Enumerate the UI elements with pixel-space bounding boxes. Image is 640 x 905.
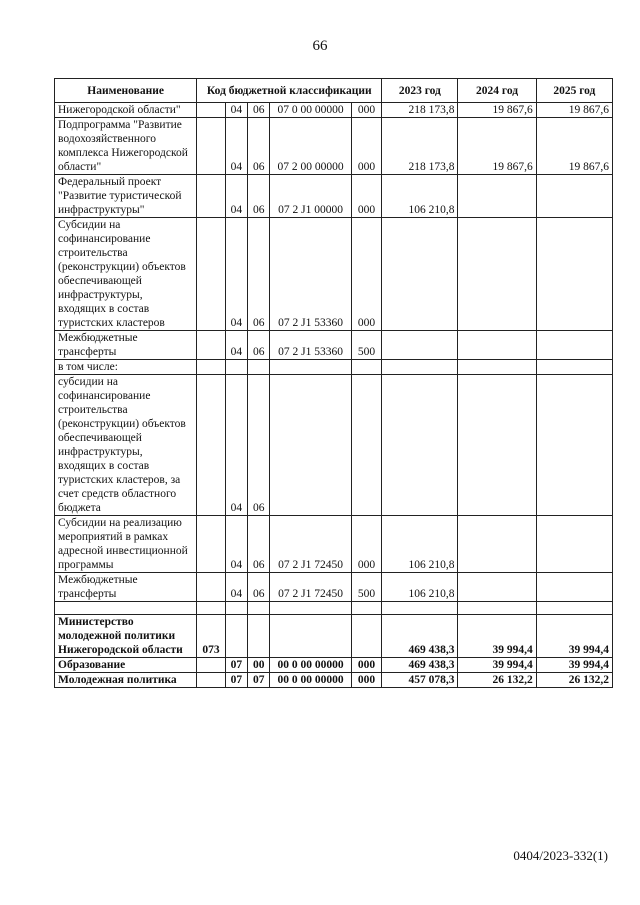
row-2023: 469 438,3 — [382, 615, 458, 658]
row-2023: 218 173,8 — [382, 103, 458, 118]
row-c3: 06 — [248, 175, 270, 218]
row-2025 — [536, 602, 612, 615]
row-c2: 04 — [225, 103, 247, 118]
row-2025 — [536, 375, 612, 516]
row-c5 — [351, 360, 381, 375]
row-c3: 06 — [248, 375, 270, 516]
row-c4: 00 0 00 00000 — [270, 673, 351, 688]
table-header-row — [55, 79, 613, 103]
row-2024 — [458, 175, 536, 218]
row-name: Образование — [55, 658, 197, 673]
row-c2: 04 — [225, 573, 247, 602]
row-2025: 39 994,4 — [536, 615, 612, 658]
row-c2: 07 — [225, 658, 247, 673]
row-2023: 106 210,8 — [382, 573, 458, 602]
table-row — [55, 118, 613, 175]
table-row-spacer — [55, 602, 613, 615]
table-row — [55, 175, 613, 218]
row-name: в том числе: — [55, 360, 197, 375]
row-c3: 06 — [248, 218, 270, 331]
row-name: Федеральный проект "Развитие туристической инфраструктуры" — [55, 175, 197, 218]
document-code: 0404/2023-332(1) — [513, 848, 608, 863]
row-c5: 000 — [351, 658, 381, 673]
row-c4: 07 2 J1 53360 — [270, 331, 351, 360]
row-c5: 000 — [351, 103, 381, 118]
row-c4: 07 0 00 00000 — [270, 103, 351, 118]
row-c1 — [197, 118, 225, 175]
row-2023 — [382, 218, 458, 331]
row-name: Подпрограмма "Развитие водохозяйственного комплекса Нижегородской области" — [55, 118, 197, 175]
row-2024: 19 867,6 — [458, 118, 536, 175]
row-c2: 04 — [225, 375, 247, 516]
row-2024: 19 867,6 — [458, 103, 536, 118]
row-c5 — [351, 602, 381, 615]
row-c1 — [197, 516, 225, 573]
header-2023: 2023 год — [382, 79, 458, 103]
row-2025 — [536, 218, 612, 331]
row-c2: 04 — [225, 175, 247, 218]
row-c5: 000 — [351, 118, 381, 175]
row-2023 — [382, 375, 458, 516]
row-c4: 00 0 00 00000 — [270, 658, 351, 673]
table-row — [55, 360, 613, 375]
row-c2: 04 — [225, 516, 247, 573]
row-c4 — [270, 375, 351, 516]
row-c2: 04 — [225, 118, 247, 175]
row-2024: 39 994,4 — [458, 658, 536, 673]
row-c2: 07 — [225, 673, 247, 688]
row-name: Субсидии на софинансирование строительства (реконструкции) объектов обеспечивающей инфраструктуры, входящих в состав туристских кластеров — [55, 218, 197, 331]
row-2025 — [536, 175, 612, 218]
row-2023: 457 078,3 — [382, 673, 458, 688]
table-row — [55, 331, 613, 360]
table-row — [55, 218, 613, 331]
row-c1 — [197, 602, 225, 615]
row-c4 — [270, 602, 351, 615]
row-c5 — [351, 615, 381, 658]
table-row — [55, 375, 613, 516]
row-c3 — [248, 360, 270, 375]
page-number: 66 — [312, 38, 328, 54]
row-c3: 06 — [248, 103, 270, 118]
row-c5: 000 — [351, 673, 381, 688]
header-2025: 2025 год — [536, 79, 612, 103]
row-2023 — [382, 360, 458, 375]
row-2023: 469 438,3 — [382, 658, 458, 673]
row-c4 — [270, 360, 351, 375]
row-c3: 06 — [248, 118, 270, 175]
row-c4: 07 2 J1 53360 — [270, 218, 351, 331]
row-c5: 500 — [351, 573, 381, 602]
row-c4: 07 2 J1 72450 — [270, 516, 351, 573]
table-row — [55, 615, 613, 658]
row-c3: 06 — [248, 331, 270, 360]
row-c1 — [197, 175, 225, 218]
row-name: Субсидии на реализацию мероприятий в рамках адресной инвестиционной программы — [55, 516, 197, 573]
row-2024 — [458, 331, 536, 360]
row-c2: 04 — [225, 218, 247, 331]
header-code: Код бюджетной классификации — [197, 79, 382, 103]
row-2023 — [382, 602, 458, 615]
row-name: Межбюджетные трансферты — [55, 331, 197, 360]
row-2025 — [536, 360, 612, 375]
row-c4: 07 2 J1 72450 — [270, 573, 351, 602]
row-c1 — [197, 658, 225, 673]
row-2024 — [458, 602, 536, 615]
row-c3: 06 — [248, 573, 270, 602]
row-c1 — [197, 331, 225, 360]
row-c1 — [197, 103, 225, 118]
row-c5: 500 — [351, 331, 381, 360]
row-name — [55, 602, 197, 615]
row-2023: 106 210,8 — [382, 516, 458, 573]
row-2024 — [458, 516, 536, 573]
row-2025 — [536, 516, 612, 573]
row-c1 — [197, 218, 225, 331]
row-name: субсидии на софинансирование строительства (реконструкции) объектов обеспечивающей инфраструктуры, входящих в состав туристских кластеров, за счет средств областного бюджета — [55, 375, 197, 516]
row-c4: 07 2 00 00000 — [270, 118, 351, 175]
row-2025: 19 867,6 — [536, 103, 612, 118]
row-c3: 07 — [248, 673, 270, 688]
row-2025 — [536, 331, 612, 360]
row-name: Нижегородской области" — [55, 103, 197, 118]
row-name: Министерство молодежной политики Нижегородской области — [55, 615, 197, 658]
row-2024 — [458, 573, 536, 602]
row-name: Молодежная политика — [55, 673, 197, 688]
row-2024 — [458, 360, 536, 375]
budget-table — [54, 78, 613, 688]
row-c5: 000 — [351, 516, 381, 573]
row-c3: 06 — [248, 516, 270, 573]
row-2024: 26 132,2 — [458, 673, 536, 688]
row-2023 — [382, 331, 458, 360]
row-c1: 073 — [197, 615, 225, 658]
row-c3 — [248, 615, 270, 658]
row-2024: 39 994,4 — [458, 615, 536, 658]
row-2023: 106 210,8 — [382, 175, 458, 218]
row-c2 — [225, 602, 247, 615]
row-2025 — [536, 573, 612, 602]
row-2024 — [458, 218, 536, 331]
row-c5: 000 — [351, 175, 381, 218]
row-c5 — [351, 375, 381, 516]
row-c4: 07 2 J1 00000 — [270, 175, 351, 218]
row-2024 — [458, 375, 536, 516]
header-2024: 2024 год — [458, 79, 536, 103]
row-c2 — [225, 615, 247, 658]
row-2023: 218 173,8 — [382, 118, 458, 175]
row-c1 — [197, 375, 225, 516]
row-c2 — [225, 360, 247, 375]
row-name: Межбюджетные трансферты — [55, 573, 197, 602]
row-2025: 26 132,2 — [536, 673, 612, 688]
row-2025: 39 994,4 — [536, 658, 612, 673]
table-row — [55, 658, 613, 673]
table-row — [55, 103, 613, 118]
row-c1 — [197, 573, 225, 602]
row-2025: 19 867,6 — [536, 118, 612, 175]
table-row — [55, 573, 613, 602]
row-c2: 04 — [225, 331, 247, 360]
table-row — [55, 516, 613, 573]
header-name: Наименование — [55, 79, 197, 103]
row-c3: 00 — [248, 658, 270, 673]
row-c1 — [197, 673, 225, 688]
table-row — [55, 673, 613, 688]
row-c3 — [248, 602, 270, 615]
row-c1 — [197, 360, 225, 375]
row-c5: 000 — [351, 218, 381, 331]
row-c4 — [270, 615, 351, 658]
